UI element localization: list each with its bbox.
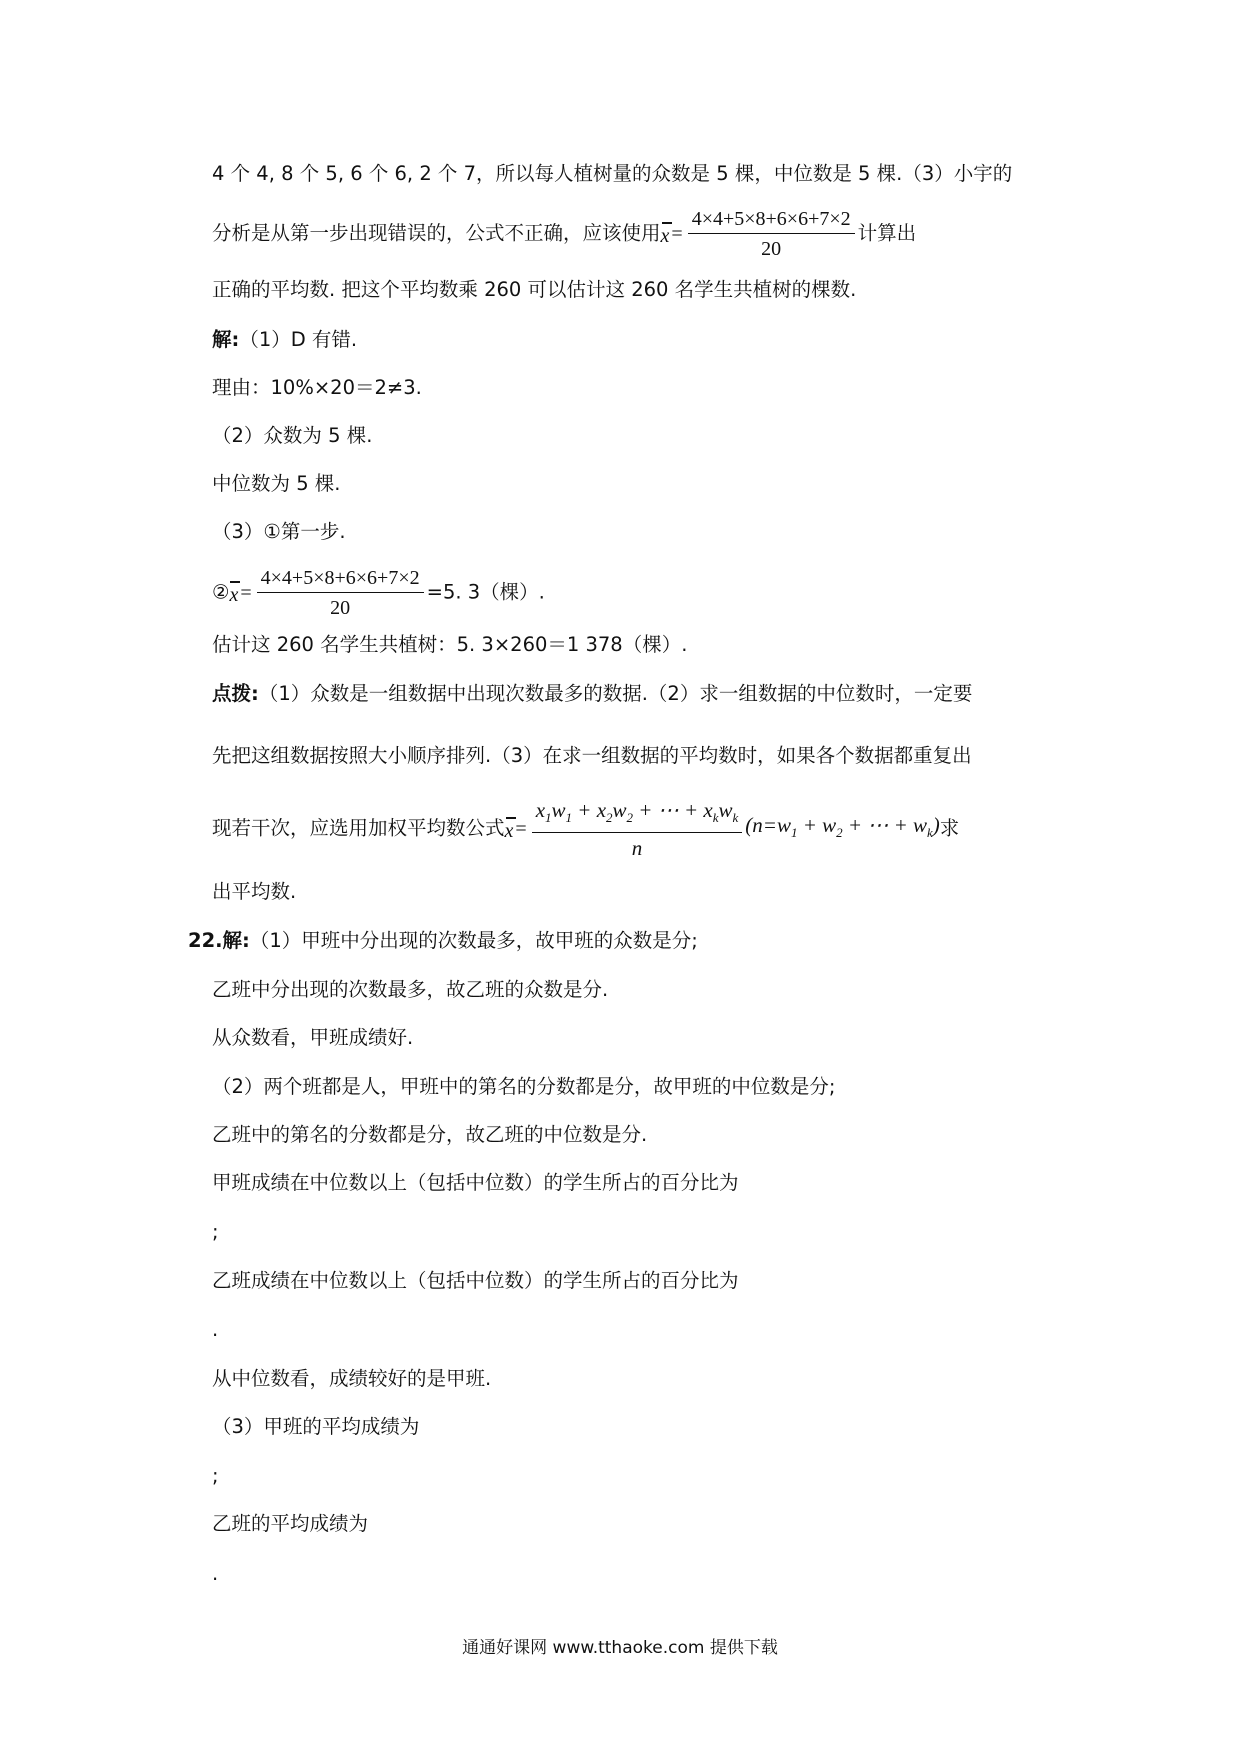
tip-label: 点拨: bbox=[212, 682, 259, 705]
mean-denominator-2: 20 bbox=[330, 597, 351, 619]
x-bar-symbol: x bbox=[661, 218, 670, 250]
solution-22-line-1-text: （1）甲班中分出现的次数最多，故甲班的众数是分; bbox=[249, 929, 698, 952]
solution-22-line-1 bbox=[188, 927, 698, 955]
solution-22-line-3: 从众数看，甲班成绩好. bbox=[212, 1026, 414, 1049]
solution-label: 解: bbox=[212, 328, 240, 351]
solution-part-2b: 中位数为 5 棵. bbox=[212, 472, 341, 495]
solution-22-line-14: . bbox=[212, 1562, 219, 1585]
solution-part-3b-result: =5. 3（棵）. bbox=[426, 580, 545, 604]
mean-numerator-2: 4×4+5×8+6×6+7×2 bbox=[257, 566, 424, 593]
tip-line-3-suffix: 求 bbox=[939, 816, 960, 840]
weight-sum-condition: ($n=w_1 + w_2$ + ⋯ + $w_k$) bbox=[745, 813, 940, 841]
intro-line-2-suffix: 计算出 bbox=[857, 221, 917, 245]
solution-22-label: 解: bbox=[222, 929, 250, 952]
intro-line-2 bbox=[212, 207, 916, 261]
solution-22-line-8: 乙班成绩在中位数以上（包括中位数）的学生所占的百分比为 bbox=[212, 1269, 739, 1292]
solution-part-1 bbox=[212, 326, 357, 354]
solution-reason: 理由：10%×20＝2≠3. bbox=[212, 376, 422, 399]
solution-22-line-6: 甲班成绩在中位数以上（包括中位数）的学生所占的百分比为 bbox=[212, 1171, 739, 1194]
tip-line-4: 出平均数. bbox=[212, 880, 297, 903]
solution-22-line-11: （3）甲班的平均成绩为 bbox=[212, 1415, 420, 1438]
solution-22-line-10: 从中位数看，成绩较好的是甲班. bbox=[212, 1367, 492, 1390]
mean-denominator: 20 bbox=[761, 238, 782, 260]
tip-line-1 bbox=[212, 680, 972, 708]
tip-line-3-prefix: 现若干次，应选用加权平均数公式 bbox=[212, 816, 505, 840]
tip-line-1-text: （1）众数是一组数据中出现次数最多的数据.（2）求一组数据的中位数时，一定要 bbox=[258, 682, 973, 705]
x-bar-symbol-2: x bbox=[229, 577, 238, 609]
weighted-mean-numerator: $x_1w_1 + x_2w_2$ + ⋯ + $x_kw_k$ bbox=[532, 798, 743, 833]
solution-22-line-9: . bbox=[212, 1318, 219, 1341]
weighted-mean-denominator: n bbox=[631, 836, 643, 861]
solution-22-line-13: 乙班的平均成绩为 bbox=[212, 1512, 369, 1535]
intro-line-3: 正确的平均数. 把这个平均数乘 260 可以估计这 260 名学生共植树的棵数. bbox=[212, 278, 857, 301]
solution-22-line-5: 乙班中的第名的分数都是分，故乙班的中位数是分. bbox=[212, 1123, 648, 1146]
solution-22-line-12: ; bbox=[212, 1464, 219, 1487]
solution-estimate: 估计这 260 名学生共植树：5. 3×260＝1 378（棵）. bbox=[212, 633, 688, 656]
question-number: 22. bbox=[188, 929, 223, 952]
tip-line-3 bbox=[212, 798, 959, 860]
circled-2: ② bbox=[212, 580, 230, 604]
weighted-mean-fraction bbox=[532, 798, 743, 860]
intro-line-2-prefix: 分析是从第一步出现错误的，公式不正确，应该使用 bbox=[212, 221, 661, 245]
equals-sign: = bbox=[671, 223, 683, 245]
tip-line-2: 先把这组数据按照大小顺序排列.（3）在求一组数据的平均数时，如果各个数据都重复出 bbox=[212, 744, 972, 767]
mean-fraction-2 bbox=[257, 566, 424, 620]
solution-part-1-text: （1）D 有错. bbox=[239, 328, 358, 351]
equals-sign-3: = bbox=[515, 818, 527, 841]
solution-22-line-4: （2）两个班都是人，甲班中的第名的分数都是分，故甲班的中位数是分; bbox=[212, 1075, 836, 1098]
equals-sign-2: = bbox=[240, 582, 252, 604]
solution-part-2a: （2）众数为 5 棵. bbox=[212, 424, 373, 447]
solution-22-line-7: ; bbox=[212, 1220, 219, 1243]
solution-22-line-2: 乙班中分出现的次数最多，故乙班的众数是分. bbox=[212, 978, 609, 1001]
mean-numerator: 4×4+5×8+6×6+7×2 bbox=[688, 207, 855, 234]
x-bar-symbol-3: x bbox=[505, 813, 514, 845]
mean-fraction bbox=[688, 207, 855, 261]
solution-part-3a: （3）①第一步. bbox=[212, 520, 346, 543]
solution-part-3b bbox=[212, 566, 545, 620]
intro-line-1: 4 个 4, 8 个 5, 6 个 6, 2 个 7，所以每人植树量的众数是 5 棵，中位数是 5 棵.（3）小宇的 bbox=[212, 162, 1013, 185]
page-footer: 通通好课网 www.tthaoke.com 提供下载 bbox=[462, 1638, 778, 1658]
